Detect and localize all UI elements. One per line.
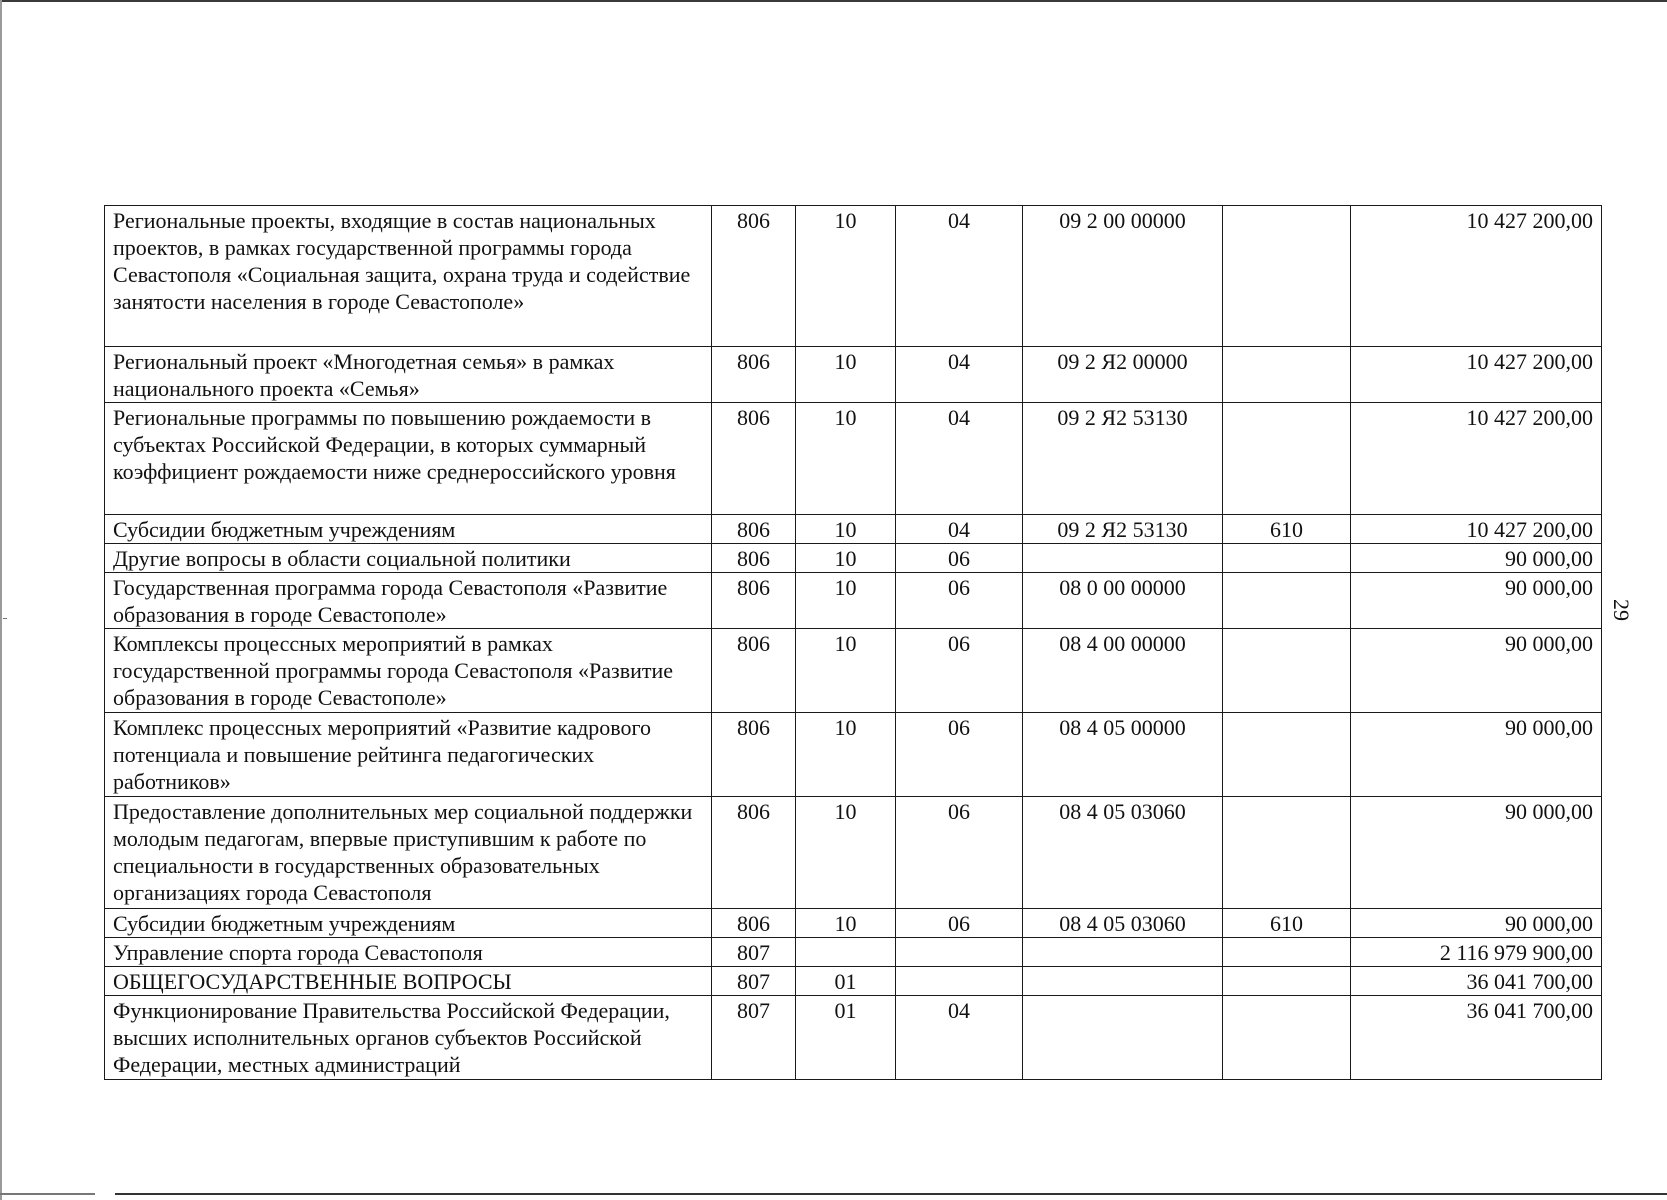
row-name-cell: Управление спорта города Севастополя [105,938,712,967]
table-row [105,403,1602,515]
row-ved-cell: 806 [712,629,796,713]
row-csr-cell: 08 4 05 03060 [1023,909,1223,938]
row-sum-cell: 90 000,00 [1351,573,1602,629]
row-name-cell: Региональные проекты, входящие в состав национальных проектов, в рамках государственной программы города Севастополя «Социальная защита, охрана труда и содействие занятости населения в городе Севастополе» [105,206,712,347]
row-sum-cell: 90 000,00 [1351,629,1602,713]
row-sum-cell: 2 116 979 900,00 [1351,938,1602,967]
row-vr-cell [1223,573,1351,629]
table-row [105,967,1602,996]
row-vr-cell [1223,629,1351,713]
budget-table [104,205,1602,1080]
row-name-cell: Региональный проект «Многодетная семья» в рамках национального проекта «Семья» [105,347,712,403]
row-csr-cell: 09 2 00 00000 [1023,206,1223,347]
table-row [105,713,1602,797]
row-name-cell: Субсидии бюджетным учреждениям [105,515,712,544]
row-vr-cell [1223,713,1351,797]
row-pr-cell: 04 [896,347,1023,403]
row-vr-cell [1223,347,1351,403]
row-pr-cell: 06 [896,544,1023,573]
row-rz-cell: 10 [796,544,896,573]
row-csr-cell: 08 4 00 00000 [1023,629,1223,713]
row-ved-cell: 806 [712,713,796,797]
table-row [105,996,1602,1080]
row-csr-cell [1023,544,1223,573]
table-row [105,938,1602,967]
row-rz-cell: 10 [796,206,896,347]
table-row [105,909,1602,938]
scan-edge-top [0,0,1667,2]
row-name-cell: Государственная программа города Севастополя «Развитие образования в городе Севастополе» [105,573,712,629]
row-csr-cell: 09 2 Я2 53130 [1023,403,1223,515]
row-csr-cell [1023,967,1223,996]
row-ved-cell: 806 [712,347,796,403]
row-ved-cell: 806 [712,573,796,629]
row-pr-cell: 04 [896,403,1023,515]
row-ved-cell: 806 [712,797,796,909]
row-pr-cell: 04 [896,996,1023,1080]
table-row [105,629,1602,713]
table-row [105,515,1602,544]
row-csr-cell [1023,938,1223,967]
row-pr-cell: 06 [896,573,1023,629]
row-name-cell: Субсидии бюджетным учреждениям [105,909,712,938]
row-csr-cell: 08 4 05 03060 [1023,797,1223,909]
row-pr-cell [896,938,1023,967]
row-ved-cell: 806 [712,515,796,544]
row-vr-cell [1223,967,1351,996]
row-csr-cell: 09 2 Я2 53130 [1023,515,1223,544]
row-name-cell: ОБЩЕГОСУДАРСТВЕННЫЕ ВОПРОСЫ [105,967,712,996]
row-rz-cell: 01 [796,996,896,1080]
row-name-cell: Функционирование Правительства Российской Федерации, высших исполнительных органов субъектов Российской Федерации, местных администраций [105,996,712,1080]
table-row [105,573,1602,629]
row-rz-cell: 01 [796,967,896,996]
row-rz-cell: 10 [796,909,896,938]
row-name-cell: Другие вопросы в области социальной политики [105,544,712,573]
row-sum-cell: 10 427 200,00 [1351,515,1602,544]
row-ved-cell: 807 [712,938,796,967]
row-sum-cell: 90 000,00 [1351,797,1602,909]
row-pr-cell: 06 [896,629,1023,713]
row-rz-cell: 10 [796,347,896,403]
row-rz-cell: 10 [796,629,896,713]
scan-artifact [3,618,7,619]
row-csr-cell: 08 4 05 00000 [1023,713,1223,797]
row-ved-cell: 807 [712,996,796,1080]
row-ved-cell: 806 [712,206,796,347]
row-vr-cell: 610 [1223,515,1351,544]
table-row [105,206,1602,347]
row-sum-cell: 90 000,00 [1351,713,1602,797]
page-number: 29 [1609,599,1634,621]
row-vr-cell [1223,996,1351,1080]
row-sum-cell: 36 041 700,00 [1351,967,1602,996]
row-vr-cell [1223,206,1351,347]
row-vr-cell [1223,938,1351,967]
row-sum-cell: 90 000,00 [1351,909,1602,938]
row-name-cell: Комплекс процессных мероприятий «Развитие кадрового потенциала и повышение рейтинга педагогических работников» [105,713,712,797]
row-sum-cell: 10 427 200,00 [1351,403,1602,515]
row-sum-cell: 10 427 200,00 [1351,206,1602,347]
row-pr-cell: 04 [896,206,1023,347]
table-row [105,544,1602,573]
row-pr-cell: 06 [896,713,1023,797]
row-vr-cell: 610 [1223,909,1351,938]
scan-edge-bottom [0,1193,95,1195]
row-csr-cell [1023,996,1223,1080]
scan-edge-left [0,0,2,1200]
row-rz-cell: 10 [796,515,896,544]
row-sum-cell: 36 041 700,00 [1351,996,1602,1080]
row-rz-cell: 10 [796,403,896,515]
table-row [105,797,1602,909]
row-ved-cell: 807 [712,967,796,996]
row-vr-cell [1223,797,1351,909]
row-ved-cell: 806 [712,909,796,938]
row-name-cell: Региональные программы по повышению рождаемости в субъектах Российской Федерации, в которых суммарный коэффициент рождаемости ниже среднероссийского уровня [105,403,712,515]
row-pr-cell: 06 [896,909,1023,938]
row-ved-cell: 806 [712,544,796,573]
row-pr-cell [896,967,1023,996]
row-name-cell: Предоставление дополнительных мер социальной поддержки молодым педагогам, впервые приступившим к работе по специальности в государственных образовательных организациях города Севастополя [105,797,712,909]
row-csr-cell: 08 0 00 00000 [1023,573,1223,629]
row-vr-cell [1223,544,1351,573]
table-row [105,347,1602,403]
row-sum-cell: 10 427 200,00 [1351,347,1602,403]
row-rz-cell: 10 [796,573,896,629]
row-sum-cell: 90 000,00 [1351,544,1602,573]
row-name-cell: Комплексы процессных мероприятий в рамках государственной программы города Севастополя «Развитие образования в городе Севастополе» [105,629,712,713]
row-pr-cell: 04 [896,515,1023,544]
row-csr-cell: 09 2 Я2 00000 [1023,347,1223,403]
row-pr-cell: 06 [896,797,1023,909]
row-rz-cell [796,938,896,967]
scan-edge-bottom [115,1193,1667,1195]
row-vr-cell [1223,403,1351,515]
budget-table-body [105,206,1602,1080]
row-rz-cell: 10 [796,797,896,909]
row-rz-cell: 10 [796,713,896,797]
row-ved-cell: 806 [712,403,796,515]
